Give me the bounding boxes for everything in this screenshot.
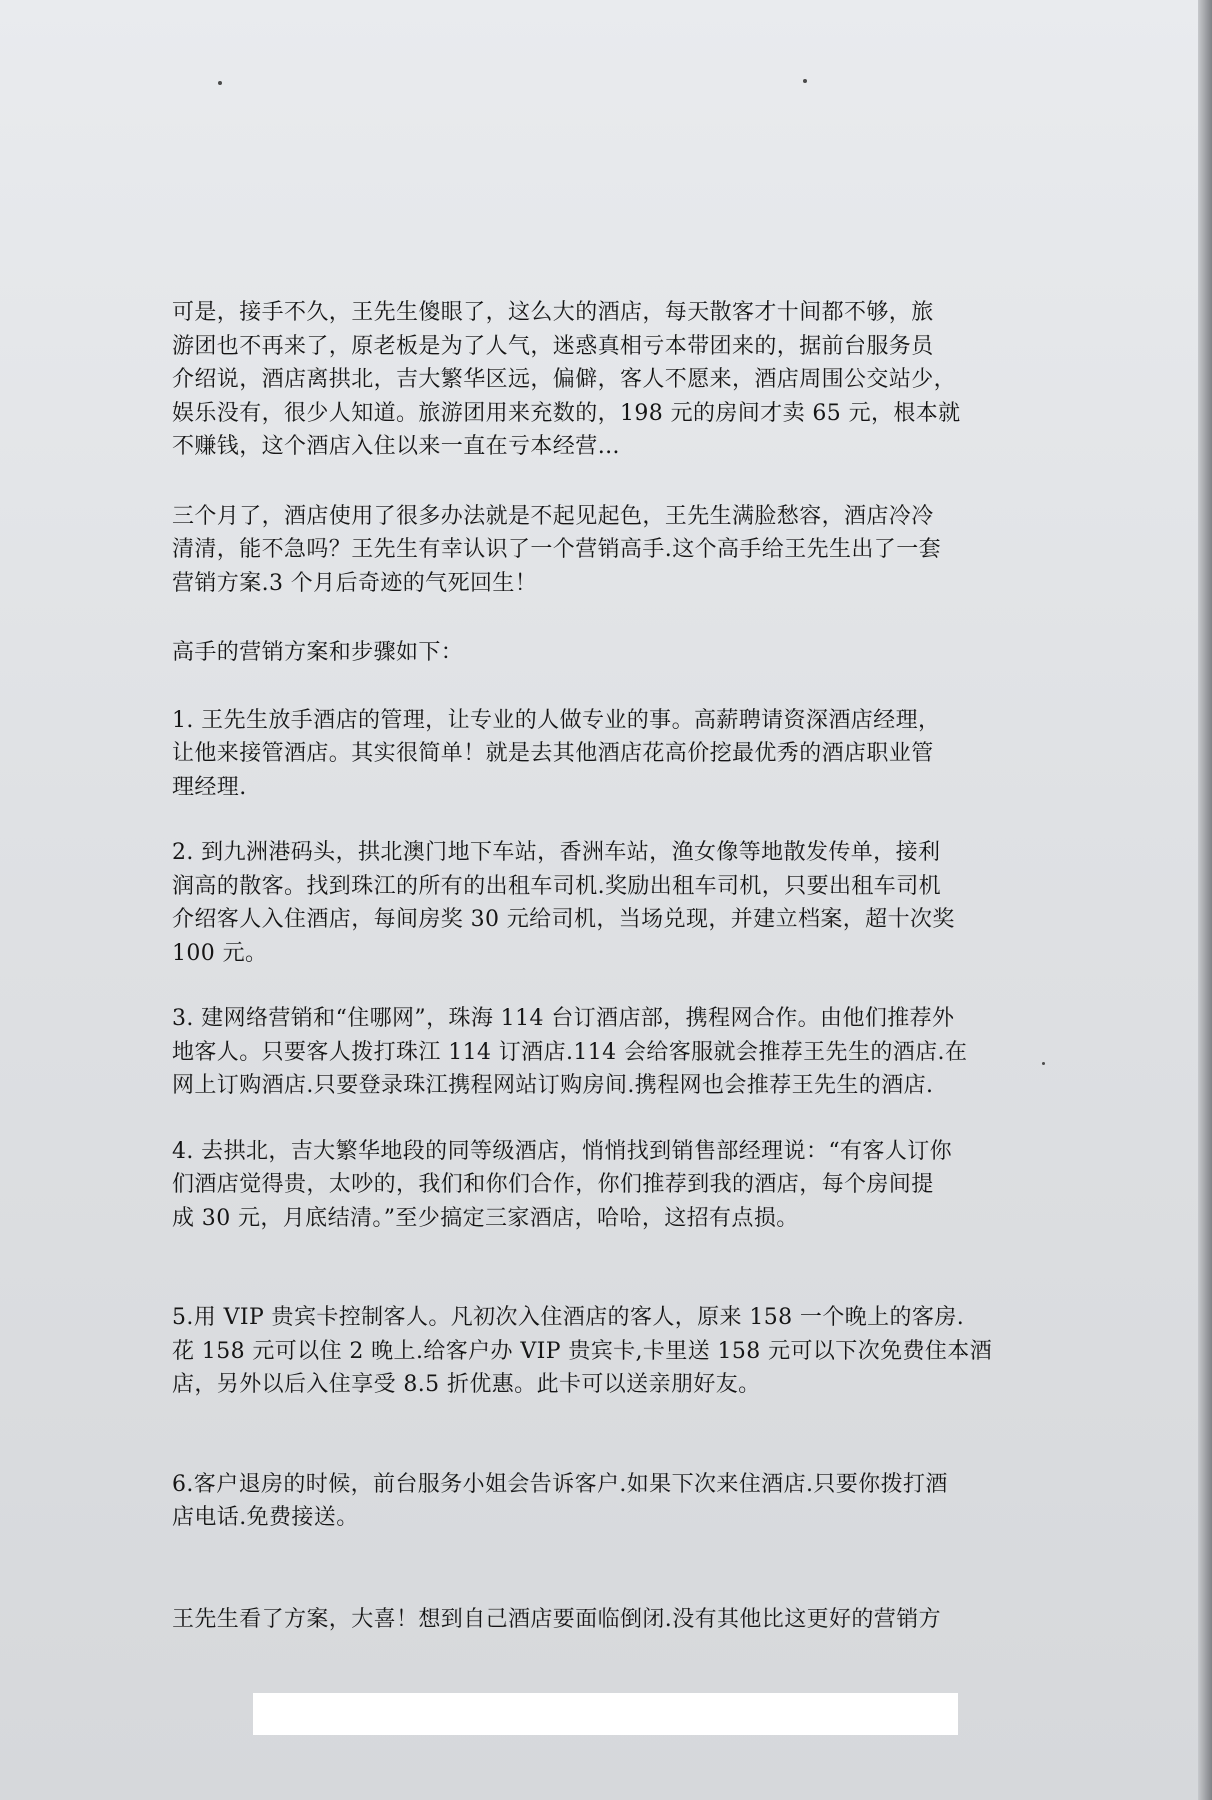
paragraph-plan-heading: 高手的营销方案和步骤如下： xyxy=(172,640,464,665)
paragraph-three-months: 三个月了，酒店使用了很多办法就是不起见起色，王先生满脸愁容，酒店冷冷 清清，能不急吗？王先生有幸认识了一个营销高手.这个高手给王先生出了一套 营销方案.3 个月后奇迹的气死回生！ xyxy=(172,503,941,596)
scan-speck xyxy=(803,79,807,83)
paragraph-conclusion: 王先生看了方案，大喜！想到自己酒店要面临倒闭.没有其他比这更好的营销方 xyxy=(172,1606,941,1632)
paragraph-step-2: 2. 到九洲港码头，拱北澳门地下车站，香洲车站，渔女像等地散发传单，接利 润高的散客。找到珠江的所有的出租车司机.奖励出租车司机，只要出租车司机 介绍客人入住酒店，每间房奖 30 元给司机，当场兑现，并建立档案，超十次奖 100 元。 xyxy=(172,840,955,966)
page-edge-shadow xyxy=(1198,0,1212,1800)
paragraph-step-5: 5.用 VIP 贵宾卡控制客人。凡初次入住酒店的客人，原来 158 一个晚上的客房. 花 158 元可以住 2 晚上.给客户办 VIP 贵宾卡,卡里送 158 元可以下次免费住本酒 店，另外以后入住享受 8.5 折优惠。此卡可以送亲朋好友。 xyxy=(172,1305,993,1397)
scan-speck xyxy=(218,81,222,85)
paragraph-step-1: 1. 王先生放手酒店的管理，让专业的人做专业的事。高薪聘请资深酒店经理， 让他来接管酒店。其实很简单！就是去其他酒店花高价挖最优秀的酒店职业管 理经理. xyxy=(172,707,941,800)
paragraph-step-4: 4. 去拱北，吉大繁华地段的同等级酒店，悄悄找到销售部经理说：“有客人订你 们酒店觉得贵，太吵的，我们和你们合作，你们推荐到我的酒店，每个房间提 成 30 元，月底结清。”至少搞定三家酒店，哈哈，这招有点损。 xyxy=(172,1138,953,1231)
paragraph-step-6: 6.客户退房的时候，前台服务小姐会告诉客户.如果下次来住酒店.只要你拨打酒 店电话.免费接送。 xyxy=(172,1471,948,1530)
paragraph-step-3: 3. 建网络营销和“住哪网”，珠海 114 台订酒店部，携程网合作。由他们推荐外 地客人。只要客人拨打珠江 114 订酒店.114 会给客服就会推荐王先生的酒店.在 网上订购酒店.只要登录珠江携程网站订购房间.携程网也会推荐王先生的酒店. xyxy=(172,1006,968,1098)
redaction-bar xyxy=(253,1693,958,1735)
document-body xyxy=(172,296,1072,1636)
paragraph-intro: 可是，接手不久，王先生傻眼了，这么大的酒店，每天散客才十间都不够，旅 游团也不再来了，原老板是为了人气，迷惑真相亏本带团来的，据前台服务员 介绍说，酒店离拱北，吉大繁华区远，偏僻，客人不愿来，酒店周围公交站少， 娱乐没有，很少人知道。旅游团用来充数的，198 元的房间才卖 65 元，根本就 不赚钱，这个酒店入住以来一直在亏本经营… xyxy=(172,300,961,459)
